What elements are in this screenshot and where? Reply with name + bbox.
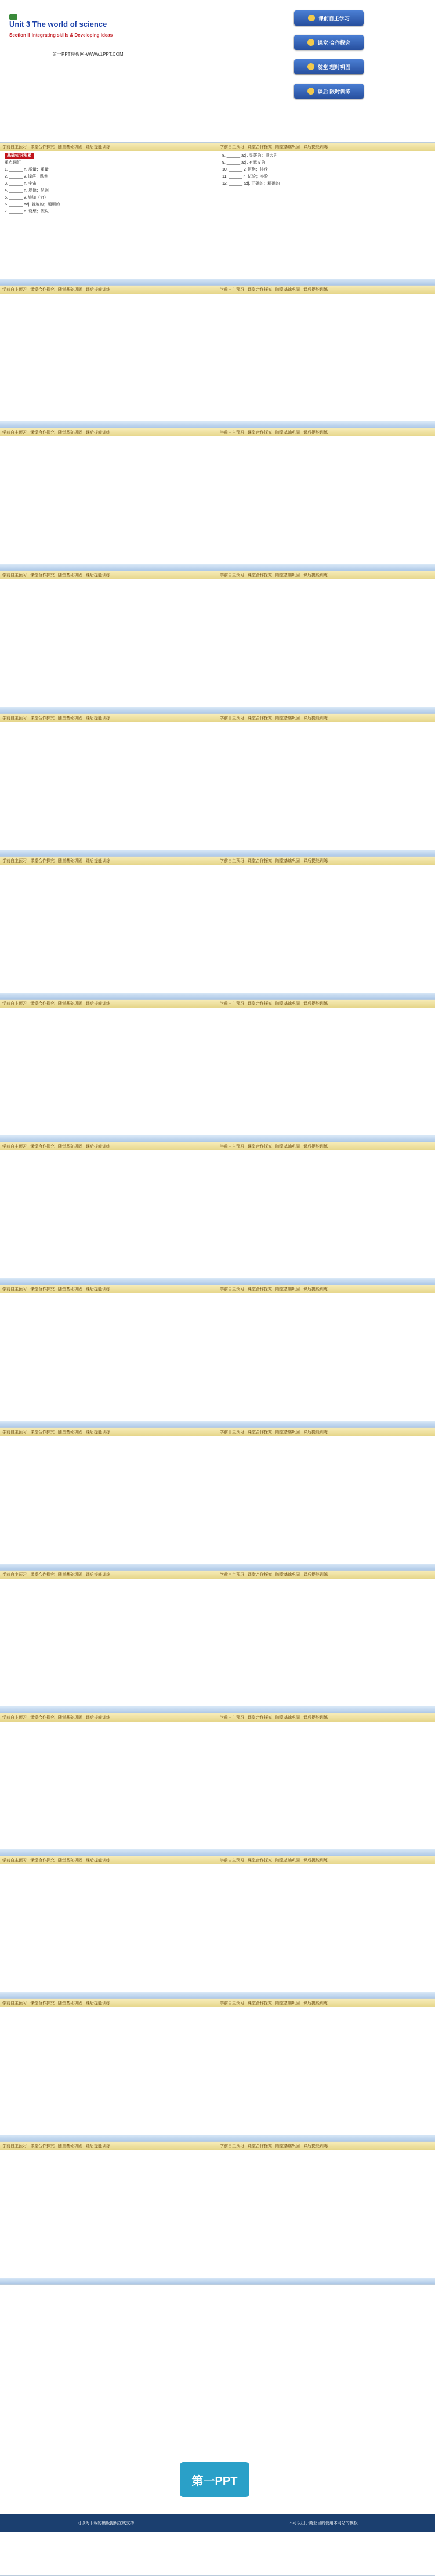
nav-item[interactable]: 课后提能训练	[303, 1145, 328, 1149]
nav-item[interactable]: 课后提能训练	[303, 1430, 328, 1434]
nav-bar	[0, 1571, 217, 1579]
nav-item[interactable]: 随堂基础巩固	[276, 431, 300, 435]
menu-button-1[interactable]: 课前自主学习	[294, 10, 364, 26]
nav-bar	[217, 1713, 435, 1722]
bullet-icon	[308, 15, 315, 21]
text-line: 9. ______ adj. 有意义的	[222, 161, 266, 165]
bottom-bar	[217, 2135, 435, 2142]
nav-item[interactable]: 课堂合作探究	[30, 1287, 55, 1291]
nav-item[interactable]: 课堂合作探究	[248, 859, 272, 863]
nav-item[interactable]: 课后提能训练	[86, 431, 110, 435]
content-slide	[0, 1142, 435, 1285]
bottom-bar	[0, 850, 217, 857]
bottom-bar	[0, 1135, 217, 1142]
content-slide	[0, 714, 435, 857]
nav-item[interactable]: 随堂基础巩固	[276, 1287, 300, 1291]
nav-item[interactable]: 随堂基础巩固	[276, 573, 300, 578]
slide-vocab-1	[0, 143, 435, 286]
nav-item[interactable]: 课后提能训练	[303, 859, 328, 863]
nav-item[interactable]: 学前自主预习	[2, 2001, 27, 2005]
nav-item[interactable]: 随堂基础巩固	[276, 1573, 300, 1577]
bottom-bar	[217, 1706, 435, 1713]
nav-item[interactable]: 课堂合作探究	[248, 573, 272, 578]
nav-bar	[0, 714, 217, 722]
nav-item[interactable]: 课后提能训练	[86, 1716, 110, 1720]
bottom-bar	[217, 1849, 435, 1856]
nav-bar	[0, 857, 217, 865]
nav-item[interactable]: 课后提能训练	[86, 288, 110, 292]
nav-item[interactable]: 课堂合作探究	[248, 145, 272, 149]
bottom-bar	[217, 1278, 435, 1285]
nav-bar	[0, 143, 217, 151]
nav-item[interactable]: 学前自主预习	[220, 1573, 244, 1577]
nav-item[interactable]: 课后提能训练	[303, 573, 328, 578]
content-slide	[0, 571, 435, 714]
nav-item[interactable]: 随堂基础巩固	[276, 1430, 300, 1434]
footer-text: 不可以出于商业目的使用本网站的模板	[288, 2521, 358, 2526]
site-label: 第一PPT模板网-WWW.1PPT.COM	[52, 52, 124, 57]
text-line: 8. ______ adj. 显著的；重大的	[222, 154, 278, 158]
nav-item[interactable]: 课后提能训练	[303, 145, 328, 149]
text-line: 11. ______ n. 试验；实验	[222, 175, 269, 179]
nav-item[interactable]: 随堂基础巩固	[276, 1002, 300, 1006]
nav-item[interactable]: 课堂合作探究	[248, 288, 272, 292]
nav-item[interactable]: 课后提能训练	[86, 716, 110, 720]
nav-bar	[0, 1999, 217, 2007]
bottom-bar	[217, 421, 435, 428]
nav-item[interactable]: 随堂基础巩固	[58, 2001, 82, 2005]
bullet-icon	[307, 39, 314, 46]
bottom-bar	[217, 850, 435, 857]
text-line: 6. ______ adj. 普遍的；通用的	[5, 203, 60, 207]
nav-item[interactable]: 学前自主预习	[2, 145, 27, 149]
nav-bar	[217, 2142, 435, 2150]
nav-item[interactable]: 课后提能训练	[303, 1859, 328, 1863]
bottom-bar	[0, 564, 217, 571]
nav-item[interactable]: 学前自主预习	[2, 1145, 27, 1149]
content-slides	[0, 286, 435, 2285]
nav-bar	[217, 714, 435, 722]
nav-item[interactable]: 学前自主预习	[2, 1287, 27, 1291]
nav-item[interactable]: 课堂合作探究	[30, 2144, 55, 2148]
nav-item[interactable]: 课堂合作探究	[248, 1430, 272, 1434]
bottom-bar	[0, 421, 217, 428]
nav-item[interactable]: 随堂基础巩固	[58, 859, 82, 863]
nav-item[interactable]: 课后提能训练	[303, 431, 328, 435]
nav-item[interactable]: 课堂合作探究	[30, 1002, 55, 1006]
bottom-bar	[217, 1135, 435, 1142]
text-line: 4. ______ n. 规律；法则	[5, 189, 49, 193]
nav-item[interactable]: 课堂合作探究	[30, 573, 55, 578]
nav-item[interactable]: 学前自主预习	[2, 573, 27, 578]
nav-item[interactable]: 随堂基础巩固	[276, 145, 300, 149]
nav-item[interactable]: 随堂基础巩固	[58, 573, 82, 578]
nav-item[interactable]: 学前自主预习	[220, 716, 244, 720]
bottom-bar	[0, 1278, 217, 1285]
nav-item[interactable]: 学前自主预习	[2, 1859, 27, 1863]
nav-item[interactable]: 课后提能训练	[303, 288, 328, 292]
nav-item[interactable]: 随堂基础巩固	[58, 2144, 82, 2148]
bottom-bar	[0, 1849, 217, 1856]
nav-bar	[217, 1428, 435, 1436]
bullet-icon	[307, 63, 314, 70]
unit-title: Unit 3 The world of science	[9, 20, 107, 28]
text-line: 2. ______ v. 掉落；跌倒	[5, 175, 48, 179]
nav-item[interactable]: 学前自主预习	[2, 288, 27, 292]
book-icon	[9, 14, 17, 20]
text-line: 5. ______ v. 施加（力）	[5, 196, 48, 200]
nav-item[interactable]: 课堂合作探究	[30, 288, 55, 292]
bottom-bar	[0, 1706, 217, 1713]
text-line: 3. ______ n. 宇宙	[5, 182, 37, 186]
menu-button-4[interactable]: 课后 限时训练	[294, 84, 364, 99]
text-line: 12. ______ adj. 正确的；精确的	[222, 182, 280, 186]
nav-item[interactable]: 课堂合作探究	[248, 1859, 272, 1863]
nav-item[interactable]: 课堂合作探究	[30, 716, 55, 720]
text-line: 重点词汇	[5, 161, 21, 165]
nav-item[interactable]: 学前自主预习	[2, 859, 27, 863]
bottom-bar	[0, 279, 217, 286]
nav-bar	[0, 428, 217, 436]
nav-item[interactable]: 随堂基础巩固	[58, 431, 82, 435]
nav-bar	[217, 1571, 435, 1579]
nav-item[interactable]: 随堂基础巩固	[58, 716, 82, 720]
nav-item[interactable]: 课堂合作探究	[248, 1287, 272, 1291]
nav-item[interactable]: 学前自主预习	[220, 431, 244, 435]
nav-bar	[217, 1142, 435, 1150]
nav-item[interactable]: 随堂基础巩固	[58, 1287, 82, 1291]
nav-item[interactable]: 课堂合作探究	[248, 1716, 272, 1720]
nav-bar	[0, 1285, 217, 1293]
nav-bar	[0, 1713, 217, 1722]
bottom-bar	[0, 2278, 217, 2285]
nav-item[interactable]: 课堂合作探究	[30, 2001, 55, 2005]
menu-button-2[interactable]: 课堂 合作探究	[294, 35, 364, 50]
nav-item[interactable]: 随堂基础巩固	[276, 1859, 300, 1863]
nav-item[interactable]: 课后提能训练	[303, 2001, 328, 2005]
nav-item[interactable]: 学前自主预习	[220, 1859, 244, 1863]
nav-bar	[217, 857, 435, 865]
nav-item[interactable]: 随堂基础巩固	[58, 288, 82, 292]
nav-bar	[217, 1285, 435, 1293]
bottom-bar	[217, 279, 435, 286]
nav-bar	[0, 1856, 217, 1864]
bottom-bar	[0, 2135, 217, 2142]
title-menu	[217, 0, 435, 143]
nav-item[interactable]: 学前自主预习	[220, 859, 244, 863]
bottom-bar	[217, 1564, 435, 1571]
content-slide	[0, 286, 435, 428]
nav-bar	[0, 2142, 217, 2150]
nav-bar	[217, 1856, 435, 1864]
nav-item[interactable]: 课堂合作探究	[248, 1573, 272, 1577]
nav-item[interactable]: 随堂基础巩固	[58, 1430, 82, 1434]
nav-item[interactable]: 学前自主预习	[220, 1430, 244, 1434]
text-line: 7. ______ n. 设想；假说	[5, 210, 49, 214]
nav-item[interactable]: 课堂合作探究	[248, 716, 272, 720]
bottom-bar	[217, 1992, 435, 1999]
nav-item[interactable]: 随堂基础巩固	[276, 859, 300, 863]
nav-item[interactable]: 随堂基础巩固	[276, 2001, 300, 2005]
nav-bar	[0, 286, 217, 294]
content-slide	[0, 1999, 435, 2142]
bottom-bar	[217, 2278, 435, 2285]
content-slide	[0, 1571, 435, 1713]
nav-item[interactable]: 课后提能训练	[303, 1716, 328, 1720]
nav-item[interactable]: 课后提能训练	[86, 2144, 110, 2148]
nav-bar	[0, 1428, 217, 1436]
content-slide	[0, 1000, 435, 1142]
nav-bar	[217, 1000, 435, 1008]
nav-item[interactable]: 学前自主预习	[220, 1287, 244, 1291]
nav-item[interactable]: 课堂合作探究	[30, 1430, 55, 1434]
nav-item[interactable]: 学前自主预习	[2, 1573, 27, 1577]
bottom-bar	[0, 1421, 217, 1428]
nav-bar	[0, 571, 217, 579]
nav-item[interactable]: 课后提能训练	[303, 716, 328, 720]
nav-item[interactable]: 课堂合作探究	[248, 2144, 272, 2148]
content-slide	[0, 428, 435, 571]
slide-title	[0, 0, 435, 143]
nav-item[interactable]: 随堂基础巩固	[58, 1859, 82, 1863]
nav-item[interactable]: 课堂合作探究	[30, 859, 55, 863]
content-slide	[0, 1856, 435, 1999]
nav-bar	[0, 1000, 217, 1008]
nav-item[interactable]: 随堂基础巩固	[58, 1002, 82, 1006]
nav-item[interactable]: 课堂合作探究	[248, 1145, 272, 1149]
bottom-bar	[217, 564, 435, 571]
nav-item[interactable]: 学前自主预习	[220, 2144, 244, 2148]
nav-item[interactable]: 学前自主预习	[2, 1002, 27, 1006]
bottom-bar	[0, 1992, 217, 1999]
nav-item[interactable]: 学前自主预习	[2, 431, 27, 435]
section-heading: 基础知识积累	[5, 153, 34, 159]
nav-bar	[217, 428, 435, 436]
bottom-bar	[217, 1421, 435, 1428]
content-slide	[0, 1713, 435, 1856]
nav-item[interactable]: 课后提能训练	[86, 1859, 110, 1863]
nav-item[interactable]: 学前自主预习	[2, 716, 27, 720]
nav-item[interactable]: 学前自主预习	[220, 145, 244, 149]
bottom-bar	[217, 707, 435, 714]
nav-item[interactable]: 课后提能训练	[303, 1002, 328, 1006]
site-logo: 第一PPT	[180, 2462, 249, 2497]
content-slide	[0, 1285, 435, 1428]
section-title: Section Ⅱ Integrating skills & Developing ideas	[9, 33, 113, 38]
nav-bar	[217, 143, 435, 151]
footer-text: 可以为下载的模板提供在线支持	[77, 2521, 135, 2526]
footer-band	[0, 2514, 435, 2532]
nav-item[interactable]: 学前自主预习	[220, 2001, 244, 2005]
nav-item[interactable]: 课堂合作探究	[248, 1002, 272, 1006]
nav-item[interactable]: 课堂合作探究	[248, 431, 272, 435]
nav-item[interactable]: 课后提能训练	[303, 1573, 328, 1577]
nav-item[interactable]: 课堂合作探究	[30, 145, 55, 149]
nav-item[interactable]: 课后提能训练	[86, 1145, 110, 1149]
nav-item[interactable]: 课堂合作探究	[30, 1145, 55, 1149]
nav-item[interactable]: 课堂合作探究	[248, 2001, 272, 2005]
bottom-bar	[0, 707, 217, 714]
nav-item[interactable]: 课后提能训练	[86, 573, 110, 578]
nav-item[interactable]: 学前自主预习	[2, 2144, 27, 2148]
nav-item[interactable]: 课后提能训练	[86, 1573, 110, 1577]
nav-item[interactable]: 学前自主预习	[220, 288, 244, 292]
nav-item[interactable]: 随堂基础巩固	[276, 288, 300, 292]
nav-item[interactable]: 课后提能训练	[86, 2001, 110, 2005]
nav-bar	[0, 1142, 217, 1150]
nav-item[interactable]: 课堂合作探究	[30, 431, 55, 435]
text-line: 1. ______ n. 质量；重量	[5, 168, 49, 172]
bottom-bar	[217, 993, 435, 1000]
nav-item[interactable]: 课后提能训练	[303, 2144, 328, 2148]
content-slide	[0, 2142, 435, 2285]
nav-item[interactable]: 学前自主预习	[220, 1002, 244, 1006]
nav-item[interactable]: 随堂基础巩固	[276, 1145, 300, 1149]
nav-item[interactable]: 课后提能训练	[86, 859, 110, 863]
nav-item[interactable]: 学前自主预习	[2, 1716, 27, 1720]
nav-bar	[217, 571, 435, 579]
nav-item[interactable]: 随堂基础巩固	[58, 1716, 82, 1720]
nav-item[interactable]: 学前自主预习	[2, 1430, 27, 1434]
nav-item[interactable]: 课后提能训练	[86, 1430, 110, 1434]
nav-item[interactable]: 课后提能训练	[86, 1287, 110, 1291]
bottom-bar	[0, 1564, 217, 1571]
nav-item[interactable]: 随堂基础巩固	[276, 1716, 300, 1720]
nav-item[interactable]: 课后提能训练	[86, 145, 110, 149]
nav-item[interactable]: 学前自主预习	[220, 1145, 244, 1149]
nav-item[interactable]: 随堂基础巩固	[276, 2144, 300, 2148]
nav-item[interactable]: 课堂合作探究	[30, 1716, 55, 1720]
text-line: 10. ______ v. 拒绝；排斥	[222, 168, 268, 172]
nav-item[interactable]: 随堂基础巩固	[58, 1145, 82, 1149]
nav-item[interactable]: 随堂基础巩固	[58, 145, 82, 149]
content-slide	[0, 857, 435, 1000]
slide-footer	[0, 2433, 435, 2576]
menu-button-3[interactable]: 随堂 理时巩固	[294, 59, 364, 74]
nav-bar	[217, 286, 435, 294]
title-left	[0, 0, 217, 143]
nav-item[interactable]: 随堂基础巩固	[58, 1573, 82, 1577]
nav-item[interactable]: 学前自主预习	[220, 573, 244, 578]
nav-item[interactable]: 课后提能训练	[303, 1287, 328, 1291]
nav-item[interactable]: 课堂合作探究	[30, 1573, 55, 1577]
content-slide	[0, 1428, 435, 1571]
nav-item[interactable]: 学前自主预习	[220, 1716, 244, 1720]
nav-item[interactable]: 课堂合作探究	[30, 1859, 55, 1863]
bottom-bar	[0, 993, 217, 1000]
bullet-icon	[307, 88, 314, 95]
nav-bar	[217, 1999, 435, 2007]
nav-item[interactable]: 课后提能训练	[86, 1002, 110, 1006]
nav-item[interactable]: 随堂基础巩固	[276, 716, 300, 720]
